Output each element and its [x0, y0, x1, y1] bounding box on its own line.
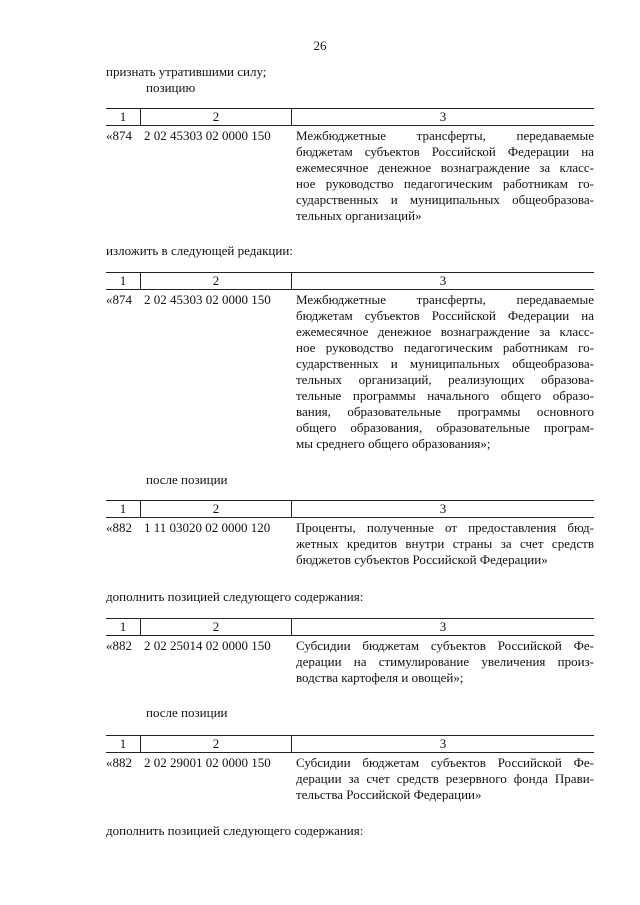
admin-code: «882 — [106, 520, 132, 535]
table-header — [106, 500, 594, 518]
admin-code: «874 — [106, 292, 132, 307]
table-header — [106, 618, 594, 636]
paragraph-supplement-2: дополнить позицией следующего содержания: — [106, 823, 364, 838]
header-col-3: 3 — [291, 619, 594, 635]
admin-code: «882 — [106, 638, 132, 653]
header-col-1: 1 — [119, 273, 127, 288]
header-col-1: 1 — [119, 619, 127, 634]
description-line: сударственных и муниципальных общеобразова- — [296, 356, 594, 371]
table-3 — [106, 500, 594, 568]
description-line: бюджетам субъектов Российской Федерации на — [296, 144, 594, 159]
description — [290, 520, 594, 568]
header-col-3: 3 — [291, 273, 594, 289]
table-row — [106, 518, 594, 568]
table-row — [106, 636, 594, 686]
budget-code: 1 11 03020 02 0000 120 — [144, 520, 271, 535]
paragraph-position: позицию — [146, 80, 196, 95]
description-line: Проценты, полученные от предоставления бюд- — [296, 520, 594, 535]
header-col-1: 1 — [119, 109, 127, 124]
budget-code: 2 02 29001 02 0000 150 — [144, 755, 271, 770]
description-line: дерации за счет средств резервного фонда Прави- — [296, 771, 594, 786]
header-col-1: 1 — [119, 501, 127, 516]
description-line: сударственных и муниципальных общеобразова- — [296, 192, 594, 207]
header-col-2: 2 — [140, 109, 291, 125]
description-line: тельных организаций» — [296, 208, 422, 223]
budget-code: 2 02 45303 02 0000 150 — [144, 292, 271, 307]
budget-code: 2 02 25014 02 0000 150 — [144, 638, 271, 653]
header-col-2: 2 — [140, 501, 291, 517]
description-line: ежемесячное денежное вознаграждение за класс- — [296, 160, 594, 175]
description-line: бюджетов субъектов Российской Федерации» — [296, 552, 548, 567]
header-col-1: 1 — [119, 736, 127, 751]
description-line: Субсидии бюджетам субъектов Российской Фе- — [296, 755, 594, 770]
description-line: Межбюджетные трансферты, передаваемые — [296, 128, 594, 143]
description-line: общего образования, образовательные програм- — [296, 420, 594, 435]
description-line: бюджетам субъектов Российской Федерации на — [296, 308, 594, 323]
table-header — [106, 735, 594, 753]
table-5 — [106, 735, 594, 803]
header-col-2: 2 — [140, 273, 291, 289]
description-line: Субсидии бюджетам субъектов Российской Фе- — [296, 638, 594, 653]
table-4 — [106, 618, 594, 686]
table-header — [106, 272, 594, 290]
description-line: водства картофеля и овощей»; — [296, 670, 464, 685]
description-line: мы среднего общего образования»; — [296, 436, 491, 451]
description — [290, 755, 594, 803]
table-header — [106, 108, 594, 126]
admin-code: «882 — [106, 755, 132, 770]
description-line: Межбюджетные трансферты, передаваемые — [296, 292, 594, 307]
header-col-2: 2 — [140, 736, 291, 752]
description — [290, 292, 594, 452]
header-col-3: 3 — [291, 109, 594, 125]
paragraph-after-position-2: после позиции — [146, 705, 228, 720]
header-col-3: 3 — [291, 501, 594, 517]
budget-code: 2 02 45303 02 0000 150 — [144, 128, 271, 143]
description-line: вания, образовательные программы основного — [296, 404, 594, 419]
table-2 — [106, 272, 594, 452]
table-1 — [106, 108, 594, 224]
description — [290, 128, 594, 224]
table-row — [106, 290, 594, 452]
description-line: дерации на стимулирование увеличения произ- — [296, 654, 594, 669]
paragraph-revoke: признать утратившими силу; — [106, 64, 267, 79]
description-line: жетных кредитов внутри страны за счет средств — [296, 536, 594, 551]
description — [290, 638, 594, 686]
description-line: тельства Российской Федерации» — [296, 787, 482, 802]
table-row — [106, 126, 594, 224]
description-line: ное руководство педагогическим работникам го- — [296, 176, 594, 191]
header-col-3: 3 — [291, 736, 594, 752]
description-line: тельные программы начального общего образо- — [296, 388, 594, 403]
header-col-2: 2 — [140, 619, 291, 635]
description-line: тельных организаций, реализующих образова- — [296, 372, 594, 387]
description-line: ное руководство педагогическим работникам го- — [296, 340, 594, 355]
paragraph-supplement: дополнить позицией следующего содержания: — [106, 589, 364, 604]
paragraph-after-position: после позиции — [146, 472, 228, 487]
page-number: 26 — [313, 38, 327, 53]
admin-code: «874 — [106, 128, 132, 143]
description-line: ежемесячное денежное вознаграждение за класс- — [296, 324, 594, 339]
paragraph-restate: изложить в следующей редакции: — [106, 243, 293, 258]
table-row — [106, 753, 594, 803]
